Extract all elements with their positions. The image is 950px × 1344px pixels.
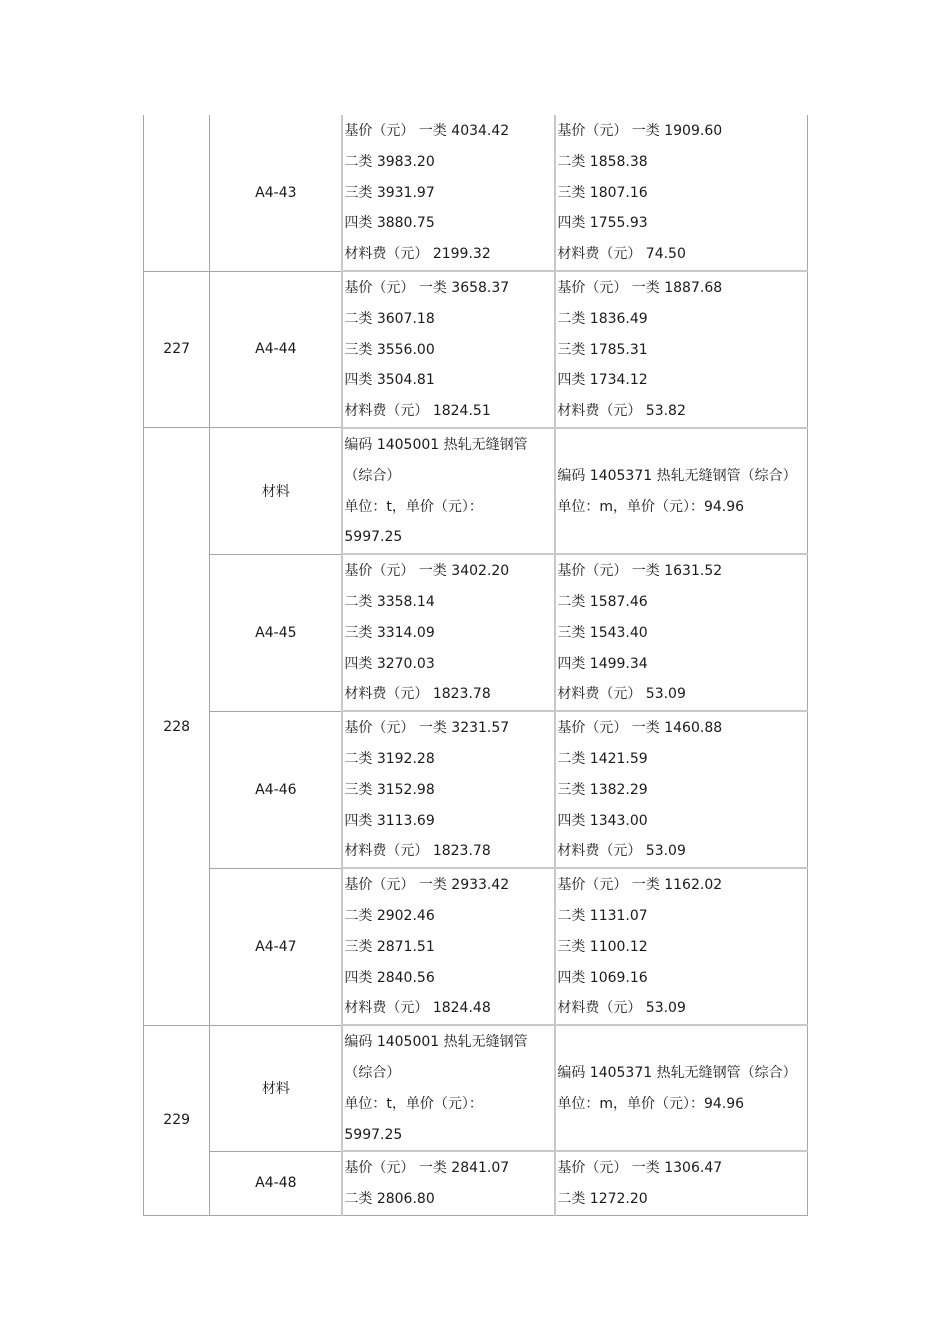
price-line: 四类 1343.00 [557, 812, 648, 829]
quota-code: A4-43 [210, 115, 343, 271]
price-line: 二类 3983.20 [344, 153, 435, 170]
price-line: 材料费（元） 74.50 [557, 246, 686, 263]
price-line: 四类 3270.03 [344, 655, 435, 672]
item-number: 228 [144, 428, 210, 1025]
price-line: 二类 1836.49 [557, 310, 648, 327]
price-line: 材料费（元） 53.09 [557, 843, 686, 860]
price-line: 三类 1807.16 [557, 184, 648, 201]
material-line: 单位：t，单价（元）： [344, 498, 483, 515]
item-number: 229 [144, 1025, 210, 1215]
price-line: 三类 3152.98 [344, 781, 435, 798]
table-row [144, 1025, 808, 1151]
price-line: 二类 2902.46 [344, 907, 435, 924]
price-line: 四类 3504.81 [344, 372, 435, 389]
item-number [144, 115, 210, 271]
price-cell-b [555, 271, 807, 428]
price-line: 三类 1382.29 [557, 781, 648, 798]
price-cell-b [555, 115, 807, 271]
material-cell-b [555, 1025, 807, 1151]
price-line: 三类 3556.00 [344, 341, 435, 358]
material-line: 编码 1405371 热轧无缝钢管（综合） [557, 1064, 797, 1081]
price-line: 基价（元） 一类 1631.52 [557, 563, 723, 580]
material-line: 5997.25 [344, 529, 403, 546]
price-cell-a [342, 868, 555, 1025]
price-line: 基价（元） 一类 1306.47 [557, 1160, 723, 1177]
price-cell-a [342, 1151, 555, 1215]
material-line: 编码 1405001 热轧无缝钢管 [344, 1034, 528, 1051]
table-row [144, 115, 808, 271]
price-cell-a [342, 271, 555, 428]
price-line: 二类 3358.14 [344, 593, 435, 610]
price-line: 四类 1734.12 [557, 372, 648, 389]
price-line: 基价（元） 一类 1887.68 [557, 280, 723, 296]
quota-code: A4-46 [210, 711, 343, 868]
price-line: 基价（元） 一类 2933.42 [344, 877, 510, 894]
material-cell-a [342, 1025, 555, 1151]
price-line: 基价（元） 一类 1909.60 [557, 123, 723, 139]
price-line: 基价（元） 一类 2841.07 [344, 1160, 510, 1177]
price-cell-b [555, 1151, 807, 1215]
price-line: 基价（元） 一类 3231.57 [344, 720, 510, 737]
quota-code: A4-45 [210, 554, 343, 711]
table-row [144, 868, 808, 1025]
price-line: 二类 1421.59 [557, 750, 648, 767]
material-line: 单位：t，单价（元）： [344, 1095, 483, 1112]
price-cell-a [342, 711, 555, 868]
material-line: （综合） [344, 467, 401, 484]
price-line: 二类 2806.80 [344, 1191, 435, 1208]
price-line: 三类 1785.31 [557, 341, 648, 358]
material-line: 单位：m，单价（元）：94.96 [557, 1095, 745, 1112]
price-line: 四类 3880.75 [344, 215, 435, 232]
price-line: 四类 1499.34 [557, 655, 648, 672]
material-line: 5997.25 [344, 1126, 403, 1143]
price-line: 基价（元） 一类 3402.20 [344, 563, 510, 580]
price-line: 四类 1755.93 [557, 215, 648, 232]
price-line: 三类 1543.40 [557, 624, 648, 641]
price-line: 二类 3607.18 [344, 310, 435, 327]
price-cell-b [555, 711, 807, 868]
price-line: 材料费（元） 1823.78 [344, 686, 491, 703]
price-line: 二类 1858.38 [557, 153, 648, 170]
price-line: 基价（元） 一类 3658.37 [344, 280, 510, 296]
price-line: 二类 1272.20 [557, 1191, 648, 1208]
table-row [144, 271, 808, 428]
quota-code: A4-44 [210, 271, 343, 428]
price-line: 二类 1587.46 [557, 593, 648, 610]
price-line: 四类 3113.69 [344, 812, 435, 829]
table-row [144, 711, 808, 868]
price-line: 三类 3314.09 [344, 624, 435, 641]
table-row [144, 428, 808, 554]
price-line: 四类 2840.56 [344, 969, 435, 986]
quota-code: 材料 [210, 1025, 343, 1151]
price-line: 二类 1131.07 [557, 907, 648, 924]
price-line: 材料费（元） 53.09 [557, 1000, 686, 1017]
price-cell-b [555, 868, 807, 1025]
material-line: 单位：m，单价（元）：94.96 [557, 498, 745, 515]
quota-code: 材料 [210, 428, 343, 554]
price-line: 二类 3192.28 [344, 750, 435, 767]
price-cell-a [342, 554, 555, 711]
price-line: 材料费（元） 1823.78 [344, 843, 491, 860]
price-line: 材料费（元） 53.82 [557, 403, 686, 420]
material-cell-b [555, 428, 807, 554]
material-line: 编码 1405001 热轧无缝钢管 [344, 436, 528, 453]
table-row [144, 1151, 808, 1215]
material-cell-a [342, 428, 555, 554]
price-cell-b [555, 554, 807, 711]
price-line: 材料费（元） 53.09 [557, 686, 686, 703]
price-cell-a [342, 115, 555, 271]
price-line: 三类 3931.97 [344, 184, 435, 201]
table-row [144, 554, 808, 711]
item-number: 227 [144, 271, 210, 428]
quota-table [143, 115, 808, 1216]
quota-code: A4-48 [210, 1151, 343, 1215]
quota-code: A4-47 [210, 868, 343, 1025]
price-line: 材料费（元） 2199.32 [344, 246, 491, 263]
price-line: 四类 1069.16 [557, 969, 648, 986]
price-line: 三类 2871.51 [344, 938, 435, 955]
material-line: 编码 1405371 热轧无缝钢管（综合） [557, 467, 797, 484]
price-line: 材料费（元） 1824.51 [344, 403, 491, 420]
price-line: 三类 1100.12 [557, 938, 648, 955]
price-line: 基价（元） 一类 1460.88 [557, 720, 723, 737]
price-line: 基价（元） 一类 1162.02 [557, 877, 723, 894]
price-line: 基价（元） 一类 4034.42 [344, 123, 510, 139]
price-line: 材料费（元） 1824.48 [344, 1000, 491, 1017]
material-line: （综合） [344, 1064, 401, 1081]
